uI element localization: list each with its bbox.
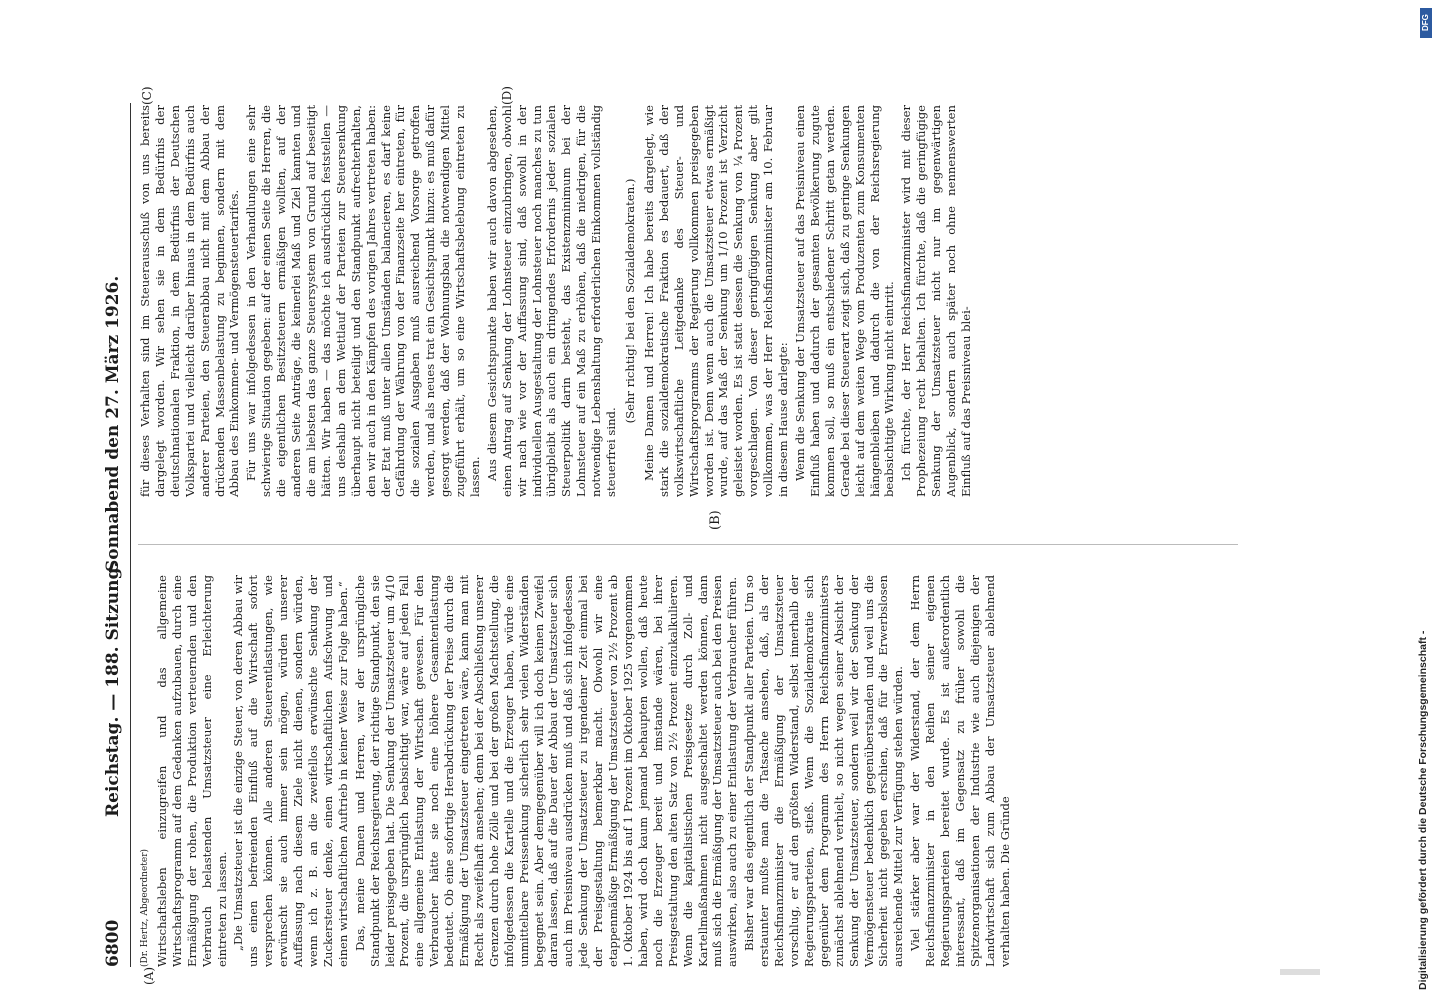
paragraph: „Die Umsatzsteuer ist die einzige Steuer, von deren Abbau wir uns einen befreienden Einfluß auf die Wirtschaft sofort versprechen können. Alle anderen Steuerentlastungen, wie erwünscht sie auch immer sein mögen, würden unserer Auffassung nach diesem Ziele nicht dienen, sondern würden, wenn ich z. B. an die zweifellos erwünschte Senkung der Zuckersteuer denke, einen wirtschaftlichen Aufschwung und einen wirtschaftlichen Auftrieb in keiner Weise zur Folge haben.“: [231, 575, 350, 967]
session-title: Reichstag. — 188. Sitzung.: [103, 561, 123, 817]
credit-text: Digitalisierung gefördert durch die Deutsche Forschungsgemeinschaft -: [1417, 630, 1429, 990]
paragraph: Das, meine Damen und Herren, war der ursprüngliche Standpunkt der Reichsregierung, der richtige Standpunkt, den sie leider preisgegeben hat. Die Senkung der Umsatzsteuer um 4/10 Prozent, die ursprünglich beabsichtigt war, wäre auf jeden Fall eine allgemeine Entlastung der Wirtschaft gewesen. Für den Verbraucher hätte sie noch eine höhere Gesamtentlastung bedeutet. Ob eine sofortige Herabdrückung der Preise durch die Ermäßigung der Umsatzsteuer eingetreten wäre, kann man mit Recht als zweifelhaft ansehen; denn bei der Abschließung unserer Grenzen durch hohe Zölle und bei der großen Machtstellung, die infolgedessen die Kartelle und die Erzeuger haben, würde eine unmittelbare Preissenkung sicherlich sehr vielen Widerständen begegnet sein. Aber demgegenüber will ich doch keinen Zweifel daran lassen, daß auf die Dauer der Abbau der Umsatzsteuer sich auch im Preisniveau ausdrücken muß und daß sich infolgedessen jede Senkung der Umsatzsteuer zu irgendeiner Zeit einmal bei der Preisgestaltung bemerkbar macht. Obwohl wir eine etappenmäßige Ermäßigung der Umsatzsteuer von 2½ Prozent ab 1. Oktober 1924 bis auf 1 Prozent im Oktober 1925 vorgenommen haben, wird doch kaum jemand behaupten wollen, daß heute noch die Erzeuger bereit und imstande wären, bei ihrer Preisgestaltung den alten Satz von 2½ Prozent einzukalkulieren. Wenn die kapitalistischen Preisgesetze durch Zoll- und Kartellmaßnahmen nicht ausgeschaltet werden können, dann muß sich die Ermäßigung der Umsatzsteuer auch bei den Preisen auswirken, also auch zu einer Entlastung der Verbraucher führen.: [352, 575, 740, 967]
page-header: [100, 103, 126, 967]
left-column: [138, 575, 1015, 967]
paragraph: für dieses Verhalten sind im Steuerausschuß von uns bereits dargelegt worden. Wir sehen sie in dem Bedürfnis der deutschnationalen Fraktion, in dem Bedürfnis der Deutschen Volkspartei und vielleicht darüber hinaus in dem Bedürfnis auch anderer Parteien, den Steuerabbau nicht mit dem Abbau der drückenden Massenbelastung zu beginnen, sondern mit dem Abbau des Einkommen- und Vermögensteuertarifes.: [138, 105, 242, 497]
page-number: 6800: [103, 919, 123, 967]
interjection: (Sehr richtig! bei den Sozialdemokraten.): [623, 178, 637, 424]
paragraph: Für uns war infolgedessen in den Verhandlungen eine sehr schwierige Situation gegeben: auf der einen Seite die Herren, die die eigentlichen Besitzsteuern ermäßigen wollten, auf der anderen Seite Anträge, die keinerlei Maß und Ziel kannten und die am liebsten das ganze Steuersystem von Grund auf beseitigt hätten. Wir haben — das möchte ich ausdrücklich feststellen — uns deshalb an dem Wettlauf der Parteien zur Steuersenkung überhaupt nicht beteiligt und den Standpunkt aufrechterhalten, den wir auch in den Kämpfen des vorigen Jahres vertreten haben: der Etat muß unter allen Umständen balancieren, es darf keine Gefährdung der Währung von der Finanzseite her eintreten, für die sozialen Ausgaben muß ausreichend Vorsorge getroffen werden, und als neues trat ein Gesichtspunkt hinzu: es muß dafür gesorgt werden, daß der Wohnungsbau die notwendigen Mittel zugeführt erhält, um so eine Wirtschaftsbelebung eintreten zu lassen.: [244, 105, 482, 497]
paragraph: Bisher war das eigentlich der Standpunkt aller Parteien. Um so erstaunter mußte man die Tatsache ansehen, daß, als der Reichsfinanzminister die Ermäßigung der Umsatzsteuer vorschlug, er auf den größten Widerstand, selbst innerhalb der Regierungsparteien, stieß. Wenn die Sozialdemokratie sich gegenüber dem Programm des Herrn Reichsfinanzministers zunächst ablehnend verhielt, so nicht wegen seiner Absicht der Senkung der Umsatzsteuer, sondern weil wir der Senkung der Vermögensteuer bedenklich gegenüberstanden und weil uns die Sicherheit nicht gegeben erschien, daß für die Erwerbslosen ausreichende Mittel zur Verfügung stehen würden.: [742, 575, 906, 967]
margin-letter-a: (A): [142, 966, 156, 985]
margin-letter-b: (B): [708, 510, 723, 530]
column-divider: [138, 544, 1238, 545]
digitization-credit: [1416, 22, 1430, 990]
right-column: [138, 105, 976, 497]
speaker-tag: (Dr. Hertz, Abgeordneter): [140, 848, 150, 967]
rotated-document-page: [100, 85, 1420, 985]
header-rule: [130, 103, 131, 967]
session-date: Sonnabend den 27. März 1926.: [103, 275, 123, 572]
paragraph: Aus diesem Gesichtspunkte haben wir auch davon abgesehen, einen Antrag auf Senkung der Lohnsteuer einzubringen, obwohl wir nach wie vor der Auffassung sind, daß sowohl in der individuellen Ausgestaltung der Lohnsteuer noch manches zu tun übrigbleibt als auch ein dringendes Erfordernis jeder sozialen Steuerpolitik darin besteht, das Existenzminimum bei der Lohnsteuer auf ein Maß zu erhöhen, daß die niedrigen, für die notwendige Lebenshaltung erforderlichen Einkommen vollständig steuerfrei sind.: [484, 105, 619, 497]
margin-letter-c: (C): [140, 86, 154, 105]
quotation: Wenn die Senkung der Umsatzsteuer auf das Preisniveau einen Einfluß haben und dadurch der gesamten Bevölkerung zugute kommen soll, so muß ein entschiedener Schritt getan werden. Gerade bei dieser Steuerart zeigt sich, daß zu geringe Senkungen leicht auf dem weiten Wege vom Produzenten zum Konsumenten hängenbleiben und dadurch die von der Reichsregierung beabsichtigte Wirkung nicht eintritt.: [792, 105, 897, 497]
margin-letter-d: (D): [500, 86, 514, 105]
scan-mark: [1280, 969, 1320, 975]
paragraph: Viel stärker aber war der Widerstand, der dem Herrn Reichsfinanzminister in den Reihen seiner eigenen Regierungsparteien bereitet wurde. Es ist außerordentlich interessant, daß im Gegensatz zu früher sowohl die Spitzenorganisationen der Industrie wie auch diejenigen der Landwirtschaft sich zum Abbau der Umsatzsteuer ablehnend verhalten haben. Die Gründe: [908, 575, 1012, 967]
paragraph: Meine Damen und Herren! Ich habe bereits dargelegt, wie stark die sozialdemokratische Fraktion es bedauert, daß der volkswirtschaftliche Leitgedanke des Steuer- und Wirtschaftsprogramms der Regierung vollkommen preisgegeben worden ist. Denn wenn auch die Umsatzsteuer etwas ermäßigt wurde, auf das Maß der Senkung um 1/10 Prozent ist Verzicht geleistet worden. Es ist statt dessen die Senkung von ¼ Prozent vorgeschlagen. Von dieser geringfügigen Senkung aber gilt vollkommen, was der Herr Reichsfinanzminister am 10. Februar in diesem Hause darlegte:: [641, 105, 791, 497]
paragraph: Ich fürchte, der Herr Reichsfinanzminister wird mit dieser Prophezeiung recht behalten. Ich fürchte, daß die geringfügige Senkung der Umsatzsteuer nicht nur im gegenwärtigen Augenblick, sondern auch später noch ohne nennenswerten Einfluß auf das Preisniveau blei-: [899, 105, 973, 497]
dfg-logo: DFG: [1420, 8, 1432, 38]
paragraph: Wirtschaftsleben einzugreifen und das allgemeine Wirtschaftsprogramm auf dem Gedanken aufzubauen, durch eine Ermäßigung der rohen, die Produktion verteuernden und den Verbrauch belastenden Umsatzsteuer eine Erleichterung eintreten zu lassen.: [154, 575, 229, 967]
